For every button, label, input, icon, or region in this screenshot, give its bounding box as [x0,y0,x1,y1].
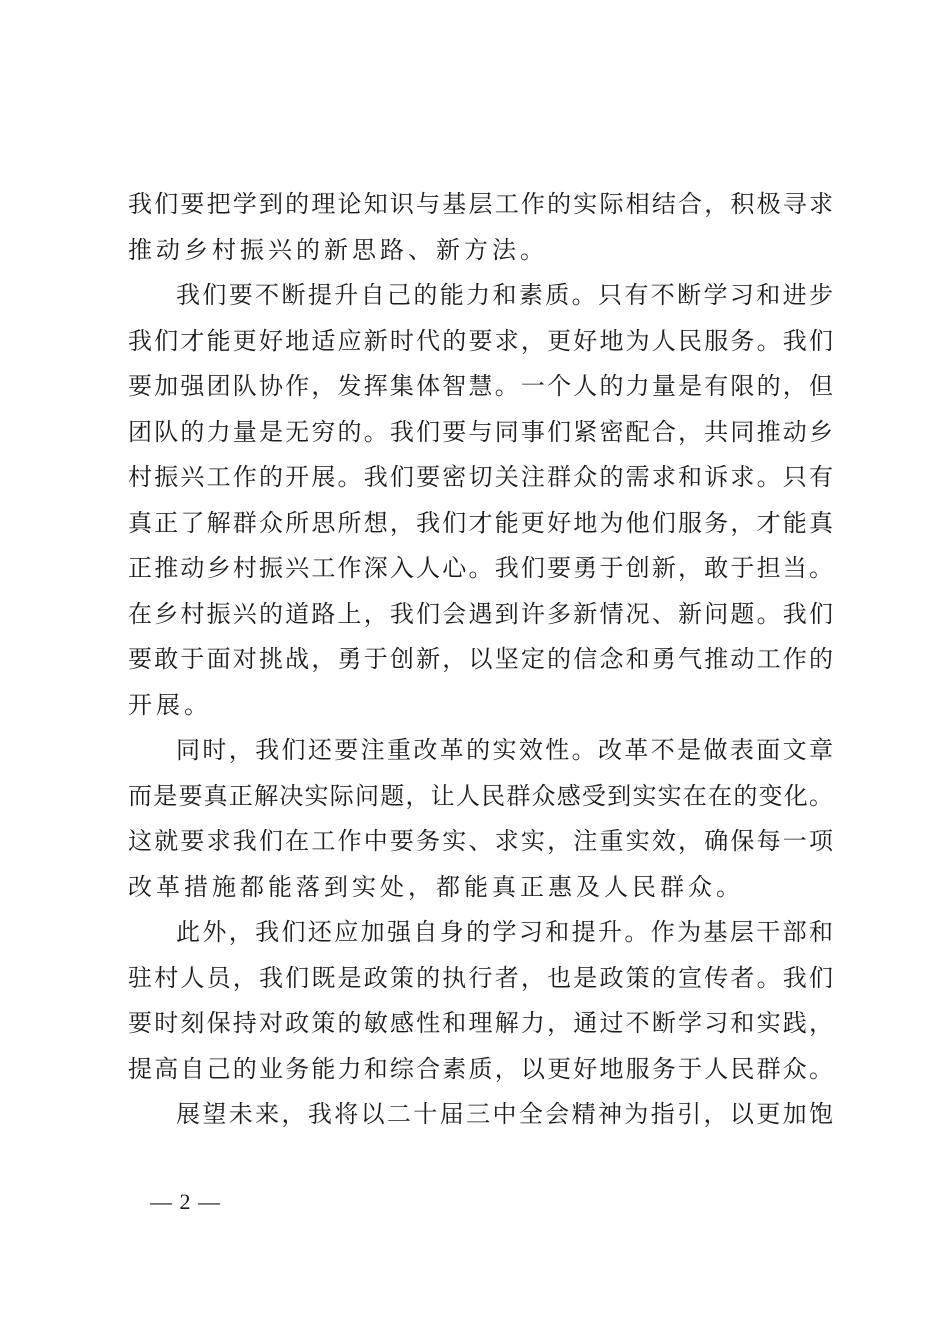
text-line: 要加强团队协作，发挥集体智慧。一个人的力量是有限的，但 [128,372,833,400]
text-line: 我们才能更好地适应新时代的要求，更好地为人民服务。我们 [128,326,833,355]
text-line: 团队的力量是无穷的。我们要与同事们紧密配合，共同推动乡 [128,417,833,446]
text-line: 开展。 [128,690,212,719]
text-line: 真正了解群众所思所想，我们才能更好地为他们服务，才能真 [128,508,833,537]
page-number: — 2 — [150,1189,221,1214]
text-line: 我们要把学到的理论知识与基层工作的实际相结合，积极寻求 [128,190,833,218]
text-line: 提高自己的业务能力和综合素质，以更好地服务于人民群众。 [128,1054,833,1083]
text-line: 展望未来，我将以二十届三中全会精神为指引，以更加饱 [176,1100,833,1128]
body-text [128,182,833,1138]
text-line: 这就要求我们在工作中要务实、求实，注重实效，确保每一项 [128,827,833,855]
text-line: 村振兴工作的开展。我们要密切关注群众的需求和诉求。只有 [128,463,833,491]
text-line: 改革措施都能落到实处，都能真正惠及人民群众。 [128,872,744,901]
text-line: 推动乡村振兴的新思路、新方法。 [128,235,548,264]
text-line: 要敢于面对挑战，勇于创新，以坚定的信念和勇气推动工作的 [128,645,833,673]
text-line: 而是要真正解决实际问题，让人民群众感受到实实在在的变化。 [128,781,833,810]
text-line: 正推动乡村振兴工作深入人心。我们要勇于创新，敢于担当。 [128,554,833,582]
text-line: 我们要不断提升自己的能力和素质。只有不断学习和进步 [176,281,833,309]
text-line: 要时刻保持对政策的敏感性和理解力，通过不断学习和实践， [128,1009,833,1037]
text-line: 驻村人员，我们既是政策的执行者，也是政策的宣传者。我们 [128,963,833,992]
text-line: 在乡村振兴的道路上，我们会遇到许多新情况、新问题。我们 [128,599,833,628]
text-line: 此外，我们还应加强自身的学习和提升。作为基层干部和 [176,918,833,946]
text-line: 同时，我们还要注重改革的实效性。改革不是做表面文章 [176,736,833,764]
